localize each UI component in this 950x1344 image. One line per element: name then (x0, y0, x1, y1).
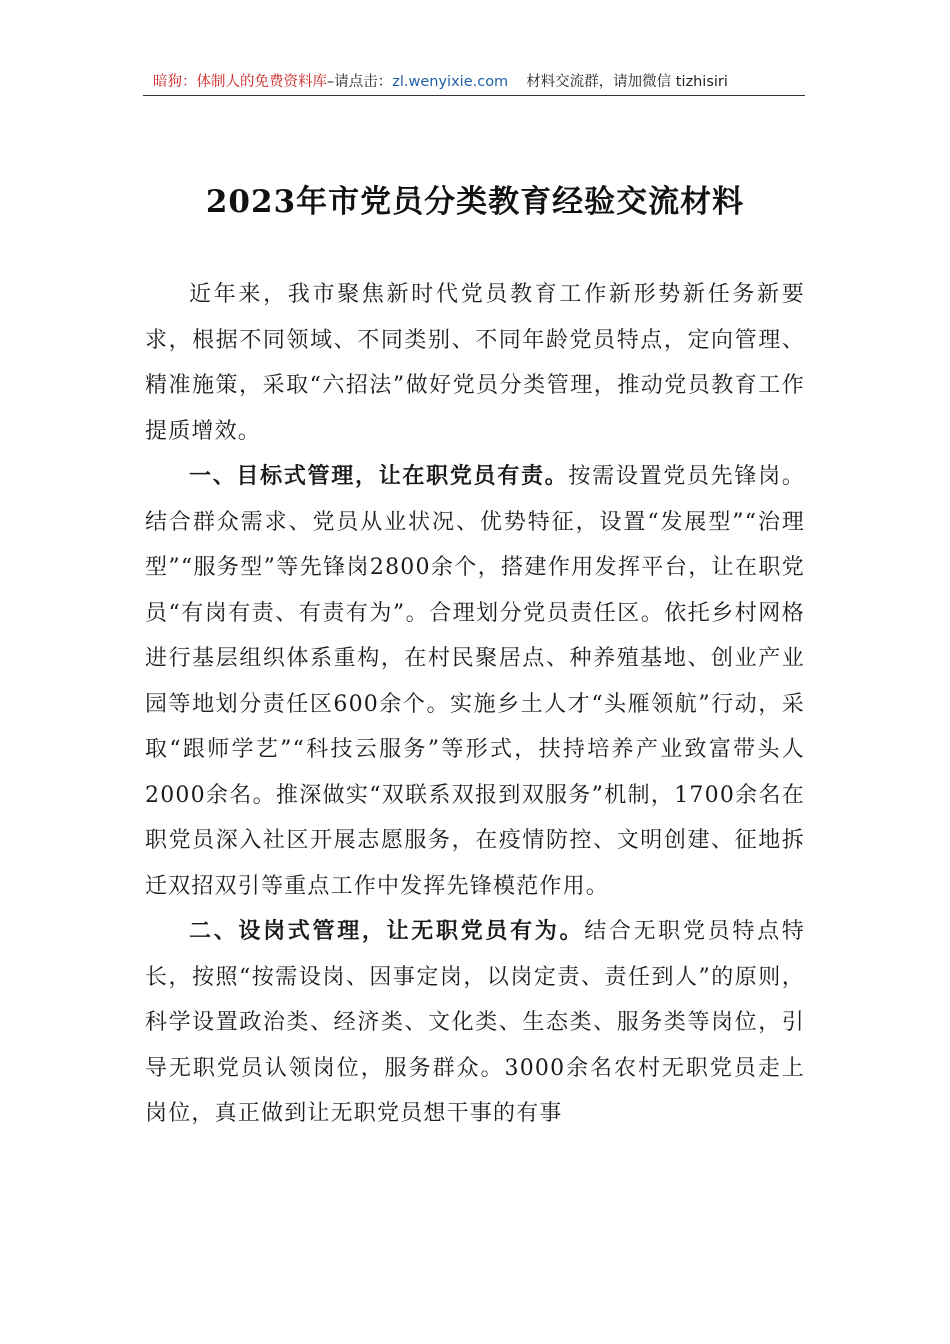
section-heading: 二、设岗式管理，让无职党员有为。 (189, 919, 585, 944)
header-divider (143, 95, 805, 96)
document-body (145, 272, 805, 1137)
header-click-prompt: –请点击： (327, 74, 393, 90)
watermark-header (143, 70, 805, 96)
section-heading: 一、目标式管理，让在职党员有责。 (189, 464, 569, 489)
document-title: 2023年市党员分类教育经验交流材料 (205, 184, 745, 220)
paragraph-section-2 (145, 909, 805, 1137)
paragraph-text: 近年来，我市聚焦新时代党员教育工作新形势新任务新要求，根据不同领域、不同类别、不同年龄党员特点，定向管理、精准施策，采取“六招法”做好党员分类管理，推动党员教育工作提质增效。 (145, 282, 805, 444)
paragraph-text: 结合无职党员特点特长，按照“按需设岗、因事定岗，以岗定责、责任到人”的原则，科学设置政治类、经济类、文化类、生态类、服务类等岗位，引导无职党员认领岗位，服务群众。3000余名农村无职党员走上岗位，真正做到让无职党员想干事的有事 (145, 919, 805, 1126)
header-url-link[interactable]: zl.wenyixie.com (392, 74, 509, 90)
paragraph-text: 按需设置党员先锋岗。结合群众需求、党员从业状况、优势特征，设置“发展型”“治理型”“服务型”等先锋岗2800余个，搭建作用发挥平台，让在职党员“有岗有责、有责有为”。合理划分党员责任区。依托乡村网格进行基层组织体系重构，在村民聚居点、种养殖基地、创业产业园等地划分责任区600余个。实施乡土人才“头雁领航”行动，采取“跟师学艺”“科技云服务”等形式，扶持培养产业致富带头人2000余名。推深做实“双联系双报到双服务”机制，1700余名在职党员深入社区开展志愿服务，在疫情防控、文明创建、征地拆迁双招双引等重点工作中发挥先锋模范作用。 (145, 464, 805, 899)
header-brand: 暗狗：体制人的免费资料库 (153, 74, 327, 90)
paragraph-section-1 (145, 454, 805, 909)
header-contact: 材料交流群，请加微信 tizhisiri (526, 74, 728, 90)
paragraph-intro (145, 272, 805, 454)
